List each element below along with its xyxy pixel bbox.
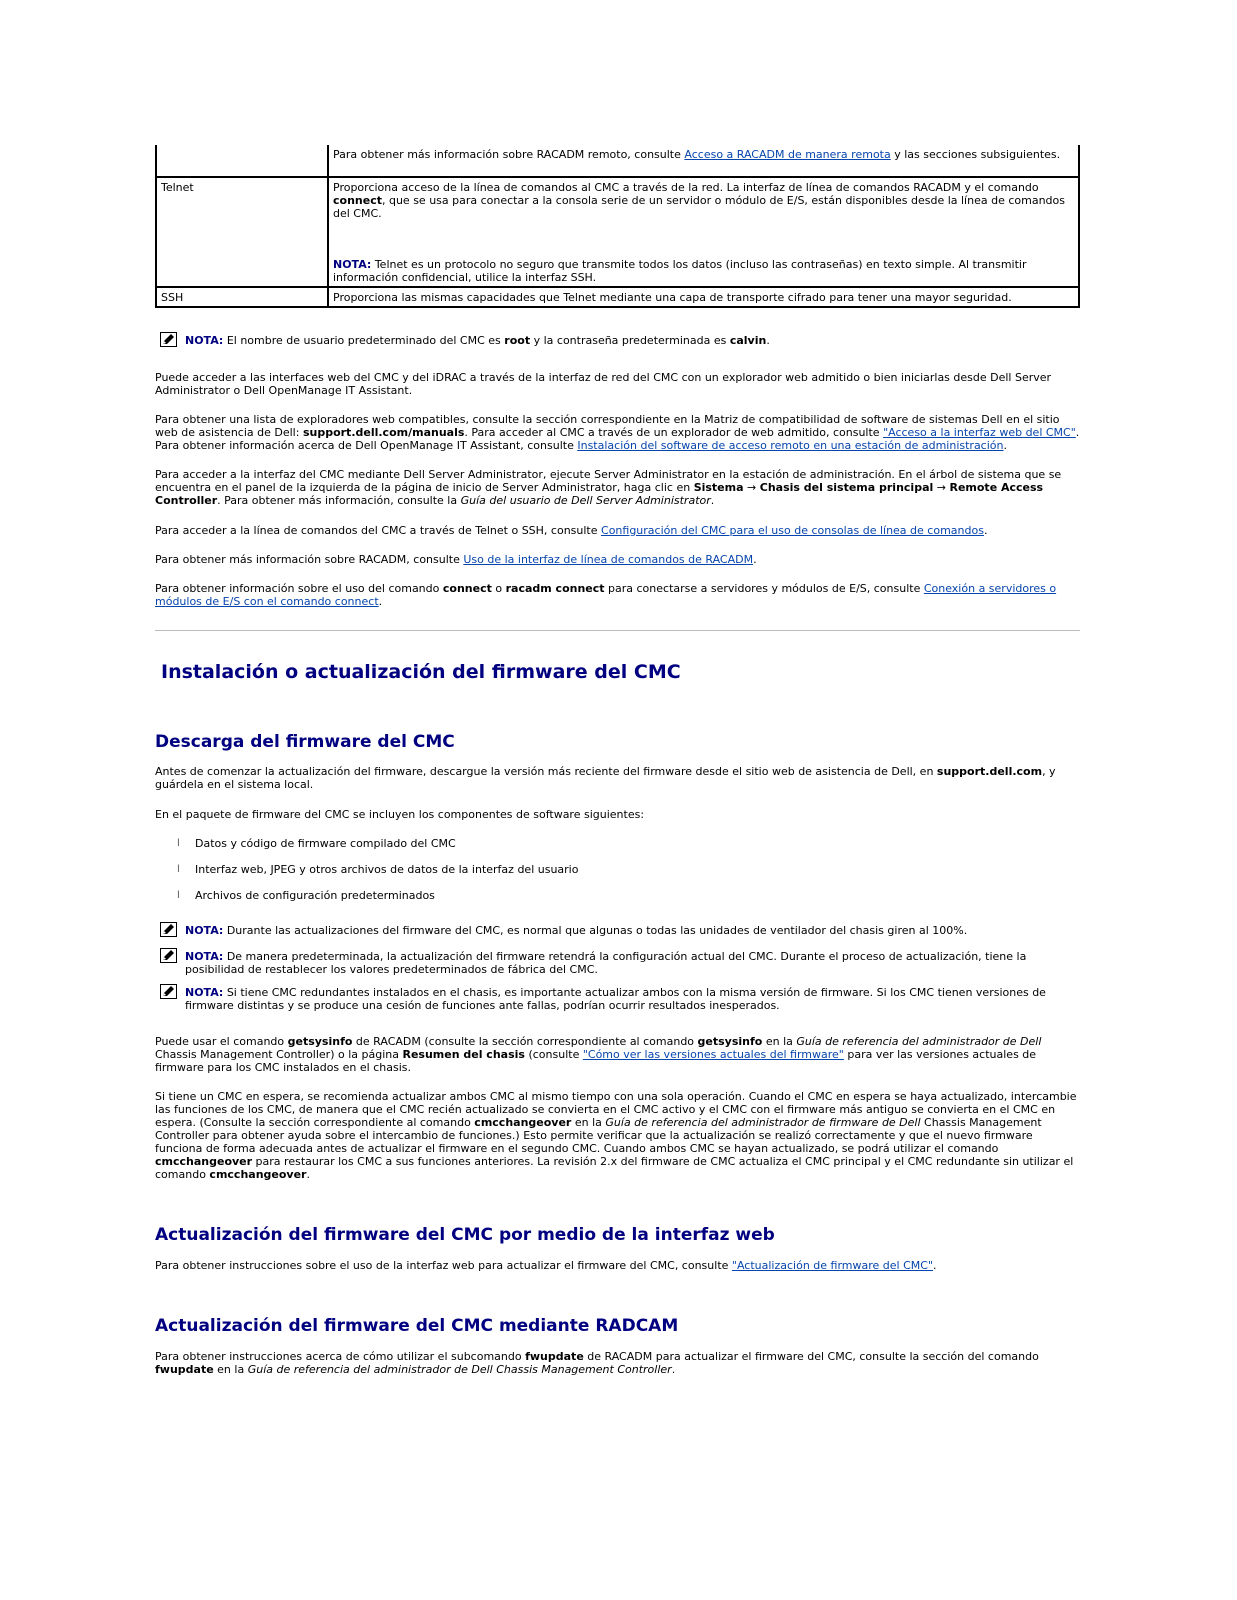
link-firmware-update[interactable]: "Actualización de firmware del CMC" bbox=[731, 1259, 934, 1272]
table-cell: Proporciona acceso de la línea de comandos al CMC a través de la red. La interfaz de línea de comandos RACADM y el comando connect, que se usa para conectar a la consola serie de un servidor o módulo de E/S, están disponibles desde la línea de comandos del CMC. NOTA: Telnet es un protocolo no seguro que transmite todos los datos (incluso las contraseñas) en texto simple. Al transmitir información confidencial, utilice la interfaz SSH. bbox=[328, 177, 1079, 287]
table-cell: Proporciona las mismas capacidades que Telnet mediante una capa de transporte cifrado para tener una mayor seguridad. bbox=[328, 287, 1079, 307]
table-cell-telnet: Telnet bbox=[156, 177, 328, 287]
paragraph: Para obtener instrucciones sobre el uso de la interfaz web para actualizar el firmware del CMC, consulte "Actualización de firmware del CMC". bbox=[155, 1259, 937, 1272]
component-list bbox=[155, 837, 1080, 902]
note-pencil-icon bbox=[160, 984, 177, 999]
bullet-icon: l bbox=[177, 838, 180, 849]
paragraph: Para obtener instrucciones acerca de cómo utilizar el subcomando fwupdate de RACADM para actualizar el firmware del CMC, consulte la sección del comando fwupdate en la Guía de referencia del administrador de Dell Chassis Management Controller. bbox=[155, 1350, 1039, 1376]
paragraph: Si tiene un CMC en espera, se recomienda actualizar ambos CMC al mismo tiempo con una sola operación. Cuando el CMC en espera se haya actualizado, intercambie las funciones de los CMC, de manera que el CMC recién actualizado se convierta en el CMC activo y el CMC con el firmware más antiguo se convierta en el CMC en espera. (Consulte la sección correspondiente al comando cmcchangeover en la Guía de referencia del administrador de firmware de Dell Chassis Management Controller para obtener ayuda sobre el intercambio de funciones.) Esto permite verificar que la actualización se realizó correctamente y que el nuevo firmware funciona de forma adecuada antes de actualizar el firmware en el segundo CMC. Cuando ambos CMC se hayan actualizado, se podrá utilizar el comando cmcchangeover para restaurar los CMC a sus funciones anteriores. La revisión 2.x del firmware de CMC actualiza el CMC principal y el CMC redundante sin utilizar el comando cmcchangeover. bbox=[155, 1090, 1077, 1181]
paragraph: En el paquete de firmware del CMC se incluyen los componentes de software siguientes: bbox=[155, 808, 645, 821]
heading-racadm-update: Actualización del firmware del CMC mediante RADCAM bbox=[155, 1316, 679, 1336]
link-connect-command[interactable]: Conexión a servidores o módulos de E/S con el comando connect bbox=[155, 582, 1057, 608]
list-item: l Datos y código de firmware compilado del CMC bbox=[177, 837, 456, 850]
note-redundant-cmc: NOTA: Si tiene CMC redundantes instalados en el chasis, es importante actualizar ambos con la misma versión de firmware. Si los CMC tienen versiones de firmware distintas y se produce una cesión de funciones ante fallas, podrían ocurrir resultados inesperados. bbox=[155, 986, 1080, 1012]
table-row bbox=[156, 287, 1079, 307]
note-pencil-icon bbox=[160, 948, 177, 963]
note-pencil-icon bbox=[160, 922, 177, 937]
bullet-icon: l bbox=[177, 890, 180, 901]
list-item: l Interfaz web, JPEG y otros archivos de datos de la interfaz del usuario bbox=[177, 863, 579, 876]
heading-web-update: Actualización del firmware del CMC por medio de la interfaz web bbox=[155, 1225, 775, 1245]
table-row bbox=[156, 145, 1079, 177]
paragraph: Puede usar el comando getsysinfo de RACADM (consulte la sección correspondiente al comando getsysinfo en la Guía de referencia del administrador de Dell Chassis Management Controller) o la página Resumen del chasis (consulte "Cómo ver las versiones actuales del firmware" para ver las versiones actuales de firmware para los CMC instalados en el chasis. bbox=[155, 1035, 1042, 1074]
note-pencil-icon bbox=[160, 332, 177, 347]
link-cli-console-config[interactable]: Configuración del CMC para el uso de consolas de línea de comandos bbox=[601, 524, 984, 537]
paragraph: Puede acceder a las interfaces web del CMC y del iDRAC a través de la interfaz de red del CMC con un explorador web admitido o bien iniciarlas desde Dell Server Administrator o Dell OpenManage IT Assistant. bbox=[155, 371, 1052, 397]
link-web-interface-access[interactable]: "Acceso a la interfaz web del CMC" bbox=[883, 426, 1076, 439]
table-cell: Para obtener más información sobre RACADM remoto, consulte Acceso a RACADM de manera remota y las secciones subsiguientes. bbox=[328, 145, 1079, 177]
section-divider bbox=[155, 630, 1080, 631]
document-page bbox=[155, 145, 1080, 1376]
remote-access-table bbox=[155, 145, 1080, 308]
note-default-credentials: NOTA: El nombre de usuario predeterminado del CMC es root y la contraseña predeterminada es calvin. bbox=[155, 334, 1080, 347]
table-cell-ssh: SSH bbox=[156, 287, 328, 307]
bullet-icon: l bbox=[177, 864, 180, 875]
table-row bbox=[156, 177, 1079, 287]
note-retain-config: NOTA: De manera predeterminada, la actualización del firmware retendrá la configuración actual del CMC. Durante el proceso de actualización, tiene la posibilidad de restablecer los valores predeterminados de fábrica del CMC. bbox=[155, 950, 1080, 976]
link-remote-software-install[interactable]: Instalación del software de acceso remoto en una estación de administración bbox=[577, 439, 1004, 452]
paragraph: Para obtener más información sobre RACADM, consulte Uso de la interfaz de línea de comandos de RACADM. bbox=[155, 553, 757, 566]
link-racadm-cli[interactable]: Uso de la interfaz de línea de comandos de RACADM bbox=[463, 553, 754, 566]
link-racadm-remote[interactable]: Acceso a RACADM de manera remota bbox=[684, 148, 891, 161]
heading-download: Descarga del firmware del CMC bbox=[155, 732, 455, 752]
note-fans: NOTA: Durante las actualizaciones del firmware del CMC, es normal que algunas o todas las unidades de ventilador del chasis giren al 100%. bbox=[155, 924, 1080, 937]
table-cell bbox=[156, 145, 328, 177]
list-item: l Archivos de configuración predeterminados bbox=[177, 889, 435, 902]
telnet-note: NOTA: Telnet es un protocolo no seguro que transmite todos los datos (incluso las contraseñas) en texto simple. Al transmitir información confidencial, utilice la interfaz SSH. bbox=[333, 258, 1027, 284]
paragraph: Para acceder a la línea de comandos del CMC a través de Telnet o SSH, consulte Configuración del CMC para el uso de consolas de línea de comandos. bbox=[155, 524, 988, 537]
paragraph: Para obtener una lista de exploradores web compatibles, consulte la sección correspondiente en la Matriz de compatibilidad de software de sistemas Dell en el sitio web de asistencia de Dell: support.dell.com/manuals. Para acceder al CMC a través de un explorador de web admitido, consulte "Acceso a la interfaz web del CMC". Para obtener información acerca de Dell OpenManage IT Assistant, consulte Instalación del software de acceso remoto en una estación de administración. bbox=[155, 413, 1080, 452]
link-view-firmware-versions[interactable]: "Cómo ver las versiones actuales del firmware" bbox=[582, 1048, 844, 1061]
paragraph: Para acceder a la interfaz del CMC mediante Dell Server Administrator, ejecute Server Administrator en la estación de administración. En el árbol de sistema que se encuentra en el panel de la izquierda de la página de inicio de Server Administrator, haga clic en Sistema → Chasis del sistema principal → Remote Access Controller. Para obtener más información, consulte la Guía del usuario de Dell Server Administrator. bbox=[155, 468, 1062, 507]
paragraph: Para obtener información sobre el uso del comando connect o racadm connect para conectarse a servidores y módulos de E/S, consulte Conexión a servidores o módulos de E/S con el comando connect. bbox=[155, 582, 1057, 608]
heading-install-update: Instalación o actualización del firmware del CMC bbox=[161, 661, 681, 683]
paragraph: Antes de comenzar la actualización del firmware, descargue la versión más reciente del firmware desde el sitio web de asistencia de Dell, en support.dell.com, y guárdela en el sistema local. bbox=[155, 765, 1056, 791]
